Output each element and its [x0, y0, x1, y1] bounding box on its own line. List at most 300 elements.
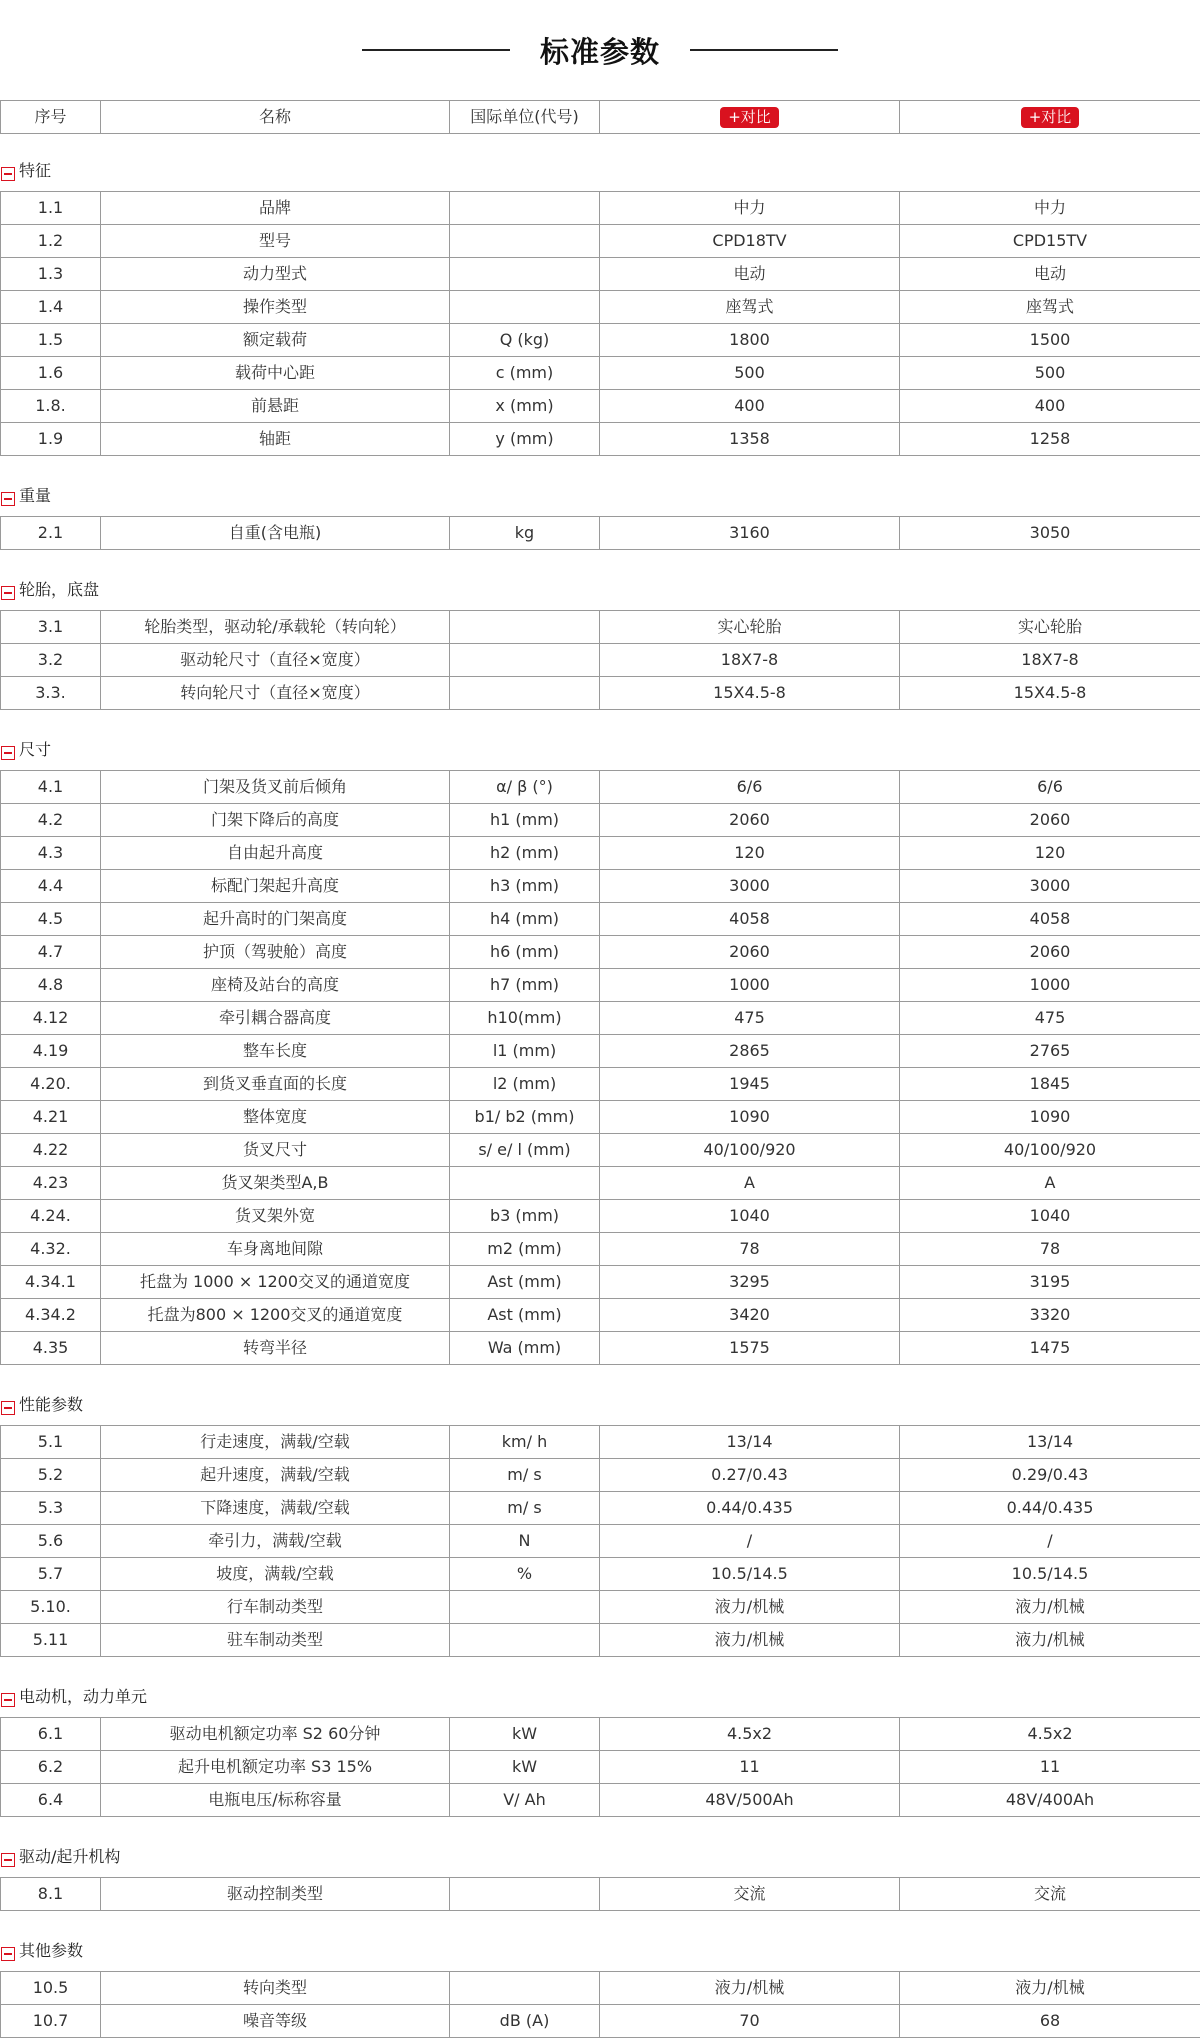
- table-row: [1, 291, 1200, 324]
- cell-name: 到货叉垂直面的长度: [101, 1068, 450, 1101]
- section-header: [0, 456, 1200, 516]
- cell-unit: dB (A): [450, 2005, 600, 2038]
- cell-model-1: 13/14: [600, 1426, 900, 1459]
- cell-unit: [450, 1167, 600, 1200]
- cell-name: 转向类型: [101, 1972, 450, 2005]
- cell-name: 自由起升高度: [101, 837, 450, 870]
- cell-model-1: 0.44/0.435: [600, 1492, 900, 1525]
- cell-no: 4.24.: [1, 1200, 101, 1233]
- table-row: [1, 677, 1200, 710]
- cell-unit: h10(mm): [450, 1002, 600, 1035]
- table-row: [1, 1718, 1200, 1751]
- collapse-minus-icon[interactable]: [1, 1693, 15, 1707]
- cell-name: 起升电机额定功率 S3 15%: [101, 1751, 450, 1784]
- cell-no: 4.21: [1, 1101, 101, 1134]
- cell-no: 4.22: [1, 1134, 101, 1167]
- cell-unit: m/ s: [450, 1459, 600, 1492]
- section-title: 重量: [19, 486, 52, 505]
- cell-model-2: 中力: [900, 192, 1200, 225]
- cell-model-1: 15X4.5-8: [600, 677, 900, 710]
- cell-unit: %: [450, 1558, 600, 1591]
- cell-model-2: CPD15TV: [900, 225, 1200, 258]
- cell-model-2: 液力/机械: [900, 1624, 1200, 1657]
- cell-name: 车身离地间隙: [101, 1233, 450, 1266]
- cell-unit: [450, 611, 600, 644]
- spec-table: [0, 1425, 1200, 1657]
- table-row: [1, 225, 1200, 258]
- cell-no: 5.2: [1, 1459, 101, 1492]
- cell-name: 驱动电机额定功率 S2 60分钟: [101, 1718, 450, 1751]
- cell-model-2: 1500: [900, 324, 1200, 357]
- cell-unit: V/ Ah: [450, 1784, 600, 1817]
- cell-model-2: /: [900, 1525, 1200, 1558]
- cell-unit: b3 (mm): [450, 1200, 600, 1233]
- cell-model-2: 2765: [900, 1035, 1200, 1068]
- cell-no: 5.11: [1, 1624, 101, 1657]
- cell-no: 4.1: [1, 771, 101, 804]
- table-row: [1, 837, 1200, 870]
- cell-model-2: 78: [900, 1233, 1200, 1266]
- header-row: [1, 101, 1200, 134]
- cell-model-1: 3295: [600, 1266, 900, 1299]
- cell-unit: m/ s: [450, 1492, 600, 1525]
- cell-no: 4.34.1: [1, 1266, 101, 1299]
- section-title: 轮胎，底盘: [19, 580, 100, 599]
- cell-name: 门架及货叉前后倾角: [101, 771, 450, 804]
- spec-table: [0, 1717, 1200, 1817]
- cell-unit: [450, 192, 600, 225]
- collapse-minus-icon[interactable]: [1, 492, 15, 506]
- cell-model-2: 3050: [900, 517, 1200, 550]
- cell-unit: kg: [450, 517, 600, 550]
- cell-model-2: 500: [900, 357, 1200, 390]
- table-row: [1, 2005, 1200, 2038]
- cell-no: 4.3: [1, 837, 101, 870]
- cell-no: 10.7: [1, 2005, 101, 2038]
- cell-unit: [450, 1591, 600, 1624]
- cell-name: 动力型式: [101, 258, 450, 291]
- cell-unit: h3 (mm): [450, 870, 600, 903]
- cell-model-2: 电动: [900, 258, 1200, 291]
- cell-name: 行车制动类型: [101, 1591, 450, 1624]
- cell-model-2: 68: [900, 2005, 1200, 2038]
- cell-name: 货叉架外宽: [101, 1200, 450, 1233]
- cell-name: 起升速度，满载/空载: [101, 1459, 450, 1492]
- table-row: [1, 1492, 1200, 1525]
- cell-model-1: 实心轮胎: [600, 611, 900, 644]
- cell-name: 轮胎类型，驱动轮/承载轮（转向轮）: [101, 611, 450, 644]
- cell-name: 自重(含电瓶): [101, 517, 450, 550]
- cell-unit: h1 (mm): [450, 804, 600, 837]
- cell-name: 电瓶电压/标称容量: [101, 1784, 450, 1817]
- page-title: 标准参数: [539, 34, 660, 69]
- cell-model-1: 3420: [600, 1299, 900, 1332]
- cell-model-1: 1040: [600, 1200, 900, 1233]
- cell-unit: h2 (mm): [450, 837, 600, 870]
- table-row: [1, 1972, 1200, 2005]
- spec-sections: [0, 134, 1200, 2038]
- cell-name: 驻车制动类型: [101, 1624, 450, 1657]
- spec-table: [0, 516, 1200, 550]
- title-left-rule: [362, 49, 510, 51]
- cell-model-2: 400: [900, 390, 1200, 423]
- cell-no: 4.4: [1, 870, 101, 903]
- cell-no: 1.4: [1, 291, 101, 324]
- cell-no: 4.2: [1, 804, 101, 837]
- section-title: 电动机，动力单元: [19, 1687, 148, 1706]
- table-row: [1, 1167, 1200, 1200]
- cell-no: 10.5: [1, 1972, 101, 2005]
- table-row: [1, 1558, 1200, 1591]
- cell-model-2: 6/6: [900, 771, 1200, 804]
- cell-model-1: 中力: [600, 192, 900, 225]
- cell-name: 轴距: [101, 423, 450, 456]
- cell-no: 4.34.2: [1, 1299, 101, 1332]
- cell-no: 4.19: [1, 1035, 101, 1068]
- title-bar: [0, 0, 1200, 100]
- cell-model-2: 10.5/14.5: [900, 1558, 1200, 1591]
- table-row: [1, 1299, 1200, 1332]
- cell-model-1: 液力/机械: [600, 1624, 900, 1657]
- table-row: [1, 1266, 1200, 1299]
- cell-model-1: 475: [600, 1002, 900, 1035]
- table-row: [1, 357, 1200, 390]
- cell-unit: N: [450, 1525, 600, 1558]
- cell-model-1: 4.5x2: [600, 1718, 900, 1751]
- cell-unit: h7 (mm): [450, 969, 600, 1002]
- cell-name: 坡度，满载/空载: [101, 1558, 450, 1591]
- cell-no: 5.3: [1, 1492, 101, 1525]
- cell-name: 整体宽度: [101, 1101, 450, 1134]
- table-row: [1, 1784, 1200, 1817]
- cell-name: 额定载荷: [101, 324, 450, 357]
- cell-unit: h6 (mm): [450, 936, 600, 969]
- table-row: [1, 804, 1200, 837]
- cell-no: 5.10.: [1, 1591, 101, 1624]
- cell-no: 1.9: [1, 423, 101, 456]
- cell-model-1: A: [600, 1167, 900, 1200]
- spec-header-table: [0, 100, 1200, 134]
- cell-model-1: 交流: [600, 1878, 900, 1911]
- collapse-minus-icon[interactable]: [1, 1947, 15, 1961]
- cell-model-2: 48V/400Ah: [900, 1784, 1200, 1817]
- cell-model-1: 6/6: [600, 771, 900, 804]
- cell-unit: c (mm): [450, 357, 600, 390]
- cell-model-2: 座驾式: [900, 291, 1200, 324]
- cell-model-1: 1358: [600, 423, 900, 456]
- table-row: [1, 1751, 1200, 1784]
- header-model-2: [900, 101, 1200, 134]
- cell-no: 3.1: [1, 611, 101, 644]
- cell-model-1: 1575: [600, 1332, 900, 1365]
- cell-model-2: 1845: [900, 1068, 1200, 1101]
- cell-no: 6.4: [1, 1784, 101, 1817]
- spec-table: [0, 1971, 1200, 2038]
- cell-no: 8.1: [1, 1878, 101, 1911]
- table-row: [1, 1878, 1200, 1911]
- cell-model-1: 2060: [600, 936, 900, 969]
- cell-name: 品牌: [101, 192, 450, 225]
- cell-name: 下降速度，满载/空载: [101, 1492, 450, 1525]
- cell-model-2: 液力/机械: [900, 1972, 1200, 2005]
- cell-name: 载荷中心距: [101, 357, 450, 390]
- cell-model-1: 液力/机械: [600, 1972, 900, 2005]
- table-row: [1, 644, 1200, 677]
- spec-table: [0, 191, 1200, 456]
- cell-name: 前悬距: [101, 390, 450, 423]
- cell-no: 4.7: [1, 936, 101, 969]
- cell-no: 5.6: [1, 1525, 101, 1558]
- cell-model-2: 13/14: [900, 1426, 1200, 1459]
- cell-name: 噪音等级: [101, 2005, 450, 2038]
- cell-model-1: 1000: [600, 969, 900, 1002]
- cell-unit: km/ h: [450, 1426, 600, 1459]
- table-row: [1, 1101, 1200, 1134]
- table-row: [1, 1624, 1200, 1657]
- cell-unit: h4 (mm): [450, 903, 600, 936]
- table-row: [1, 390, 1200, 423]
- cell-unit: kW: [450, 1718, 600, 1751]
- cell-name: 货叉架类型A,B: [101, 1167, 450, 1200]
- cell-name: 标配门架起升高度: [101, 870, 450, 903]
- collapse-minus-icon[interactable]: [1, 167, 15, 181]
- cell-model-1: 70: [600, 2005, 900, 2038]
- cell-model-1: 1800: [600, 324, 900, 357]
- cell-model-1: /: [600, 1525, 900, 1558]
- cell-model-1: 1945: [600, 1068, 900, 1101]
- cell-unit: l1 (mm): [450, 1035, 600, 1068]
- cell-model-2: 4.5x2: [900, 1718, 1200, 1751]
- section-header: [0, 134, 1200, 191]
- cell-model-1: 10.5/14.5: [600, 1558, 900, 1591]
- cell-unit: Wa (mm): [450, 1332, 600, 1365]
- spec-table: [0, 610, 1200, 710]
- cell-no: 4.32.: [1, 1233, 101, 1266]
- cell-unit: [450, 644, 600, 677]
- cell-no: 1.5: [1, 324, 101, 357]
- cell-model-2: 4058: [900, 903, 1200, 936]
- cell-model-2: 18X7-8: [900, 644, 1200, 677]
- cell-model-2: 40/100/920: [900, 1134, 1200, 1167]
- table-row: [1, 192, 1200, 225]
- table-row: [1, 1233, 1200, 1266]
- collapse-minus-icon[interactable]: [1, 586, 15, 600]
- cell-name: 驱动轮尺寸（直径×宽度）: [101, 644, 450, 677]
- cell-model-1: 座驾式: [600, 291, 900, 324]
- cell-no: 1.8.: [1, 390, 101, 423]
- cell-name: 货叉尺寸: [101, 1134, 450, 1167]
- cell-no: 4.8: [1, 969, 101, 1002]
- cell-model-2: 3000: [900, 870, 1200, 903]
- table-row: [1, 1591, 1200, 1624]
- cell-no: 1.1: [1, 192, 101, 225]
- title-right-rule: [690, 49, 838, 51]
- cell-name: 转弯半径: [101, 1332, 450, 1365]
- cell-model-1: 500: [600, 357, 900, 390]
- section-title: 特征: [19, 161, 52, 180]
- cell-name: 行走速度，满载/空载: [101, 1426, 450, 1459]
- cell-unit: [450, 677, 600, 710]
- table-row: [1, 771, 1200, 804]
- cell-unit: [450, 1624, 600, 1657]
- table-row: [1, 1068, 1200, 1101]
- cell-unit: α/ β (°): [450, 771, 600, 804]
- cell-model-2: 1040: [900, 1200, 1200, 1233]
- cell-no: 5.7: [1, 1558, 101, 1591]
- cell-model-2: 1090: [900, 1101, 1200, 1134]
- cell-name: 起升高时的门架高度: [101, 903, 450, 936]
- cell-model-2: 1000: [900, 969, 1200, 1002]
- cell-unit: [450, 1972, 600, 2005]
- cell-model-1: CPD18TV: [600, 225, 900, 258]
- section-header: [0, 1911, 1200, 1971]
- table-row: [1, 517, 1200, 550]
- cell-model-1: 48V/500Ah: [600, 1784, 900, 1817]
- cell-model-2: A: [900, 1167, 1200, 1200]
- cell-no: 4.23: [1, 1167, 101, 1200]
- compare-button-2[interactable]: +对比: [1021, 107, 1080, 128]
- collapse-minus-icon[interactable]: [1, 1401, 15, 1415]
- section-title: 驱动/起升机构: [19, 1847, 121, 1866]
- cell-model-1: 40/100/920: [600, 1134, 900, 1167]
- cell-unit: Ast (mm): [450, 1266, 600, 1299]
- cell-model-1: 400: [600, 390, 900, 423]
- cell-name: 操作类型: [101, 291, 450, 324]
- table-row: [1, 324, 1200, 357]
- cell-unit: kW: [450, 1751, 600, 1784]
- header-unit: 国际单位(代号): [450, 101, 600, 134]
- cell-no: 6.2: [1, 1751, 101, 1784]
- cell-model-1: 2865: [600, 1035, 900, 1068]
- cell-unit: l2 (mm): [450, 1068, 600, 1101]
- cell-model-2: 1475: [900, 1332, 1200, 1365]
- cell-name: 护顶（驾驶舱）高度: [101, 936, 450, 969]
- cell-unit: x (mm): [450, 390, 600, 423]
- cell-model-1: 液力/机械: [600, 1591, 900, 1624]
- cell-no: 4.5: [1, 903, 101, 936]
- cell-model-1: 78: [600, 1233, 900, 1266]
- cell-name: 托盘为 1000 × 1200交叉的通道宽度: [101, 1266, 450, 1299]
- cell-unit: m2 (mm): [450, 1233, 600, 1266]
- cell-name: 门架下降后的高度: [101, 804, 450, 837]
- cell-model-1: 2060: [600, 804, 900, 837]
- cell-unit: Ast (mm): [450, 1299, 600, 1332]
- cell-no: 6.1: [1, 1718, 101, 1751]
- section-header: [0, 550, 1200, 610]
- table-row: [1, 969, 1200, 1002]
- table-row: [1, 611, 1200, 644]
- cell-unit: [450, 258, 600, 291]
- cell-model-2: 2060: [900, 804, 1200, 837]
- table-row: [1, 1525, 1200, 1558]
- section-header: [0, 1817, 1200, 1877]
- cell-model-2: 475: [900, 1002, 1200, 1035]
- section-header: [0, 710, 1200, 770]
- section-header: [0, 1657, 1200, 1717]
- table-row: [1, 423, 1200, 456]
- cell-model-1: 3000: [600, 870, 900, 903]
- compare-button-1[interactable]: +对比: [720, 107, 779, 128]
- cell-model-2: 15X4.5-8: [900, 677, 1200, 710]
- cell-model-1: 18X7-8: [600, 644, 900, 677]
- cell-no: 5.1: [1, 1426, 101, 1459]
- section-title: 性能参数: [19, 1395, 84, 1414]
- cell-unit: [450, 225, 600, 258]
- cell-model-2: 1258: [900, 423, 1200, 456]
- cell-model-2: 实心轮胎: [900, 611, 1200, 644]
- cell-model-1: 3160: [600, 517, 900, 550]
- cell-model-1: 120: [600, 837, 900, 870]
- cell-no: 1.3: [1, 258, 101, 291]
- table-row: [1, 936, 1200, 969]
- cell-model-1: 4058: [600, 903, 900, 936]
- cell-model-2: 液力/机械: [900, 1591, 1200, 1624]
- header-name: 名称: [101, 101, 450, 134]
- cell-name: 整车长度: [101, 1035, 450, 1068]
- cell-name: 转向轮尺寸（直径×宽度）: [101, 677, 450, 710]
- cell-model-2: 2060: [900, 936, 1200, 969]
- cell-model-2: 3195: [900, 1266, 1200, 1299]
- cell-no: 3.2: [1, 644, 101, 677]
- collapse-minus-icon[interactable]: [1, 1853, 15, 1867]
- header-model-1: [600, 101, 900, 134]
- cell-no: 4.20.: [1, 1068, 101, 1101]
- table-row: [1, 1134, 1200, 1167]
- cell-unit: b1/ b2 (mm): [450, 1101, 600, 1134]
- table-row: [1, 870, 1200, 903]
- table-row: [1, 1426, 1200, 1459]
- collapse-minus-icon[interactable]: [1, 746, 15, 760]
- table-row: [1, 1002, 1200, 1035]
- cell-name: 驱动控制类型: [101, 1878, 450, 1911]
- cell-unit: Q (kg): [450, 324, 600, 357]
- cell-no: 4.12: [1, 1002, 101, 1035]
- cell-model-2: 0.44/0.435: [900, 1492, 1200, 1525]
- section-title: 尺寸: [19, 740, 52, 759]
- cell-model-2: 3320: [900, 1299, 1200, 1332]
- section-title: 其他参数: [19, 1941, 84, 1960]
- cell-no: 3.3.: [1, 677, 101, 710]
- cell-name: 牵引耦合器高度: [101, 1002, 450, 1035]
- table-row: [1, 1200, 1200, 1233]
- cell-no: 4.35: [1, 1332, 101, 1365]
- cell-model-1: 1090: [600, 1101, 900, 1134]
- cell-unit: [450, 291, 600, 324]
- cell-no: 1.6: [1, 357, 101, 390]
- cell-name: 牵引力，满载/空载: [101, 1525, 450, 1558]
- table-row: [1, 903, 1200, 936]
- table-row: [1, 258, 1200, 291]
- cell-model-2: 120: [900, 837, 1200, 870]
- cell-model-1: 11: [600, 1751, 900, 1784]
- cell-unit: y (mm): [450, 423, 600, 456]
- cell-unit: s/ e/ l (mm): [450, 1134, 600, 1167]
- spec-table: [0, 770, 1200, 1365]
- cell-name: 座椅及站台的高度: [101, 969, 450, 1002]
- cell-model-1: 0.27/0.43: [600, 1459, 900, 1492]
- cell-unit: [450, 1878, 600, 1911]
- cell-model-2: 0.29/0.43: [900, 1459, 1200, 1492]
- table-row: [1, 1459, 1200, 1492]
- cell-name: 型号: [101, 225, 450, 258]
- cell-model-1: 电动: [600, 258, 900, 291]
- header-no: 序号: [1, 101, 101, 134]
- table-row: [1, 1332, 1200, 1365]
- table-row: [1, 1035, 1200, 1068]
- spec-table: [0, 1877, 1200, 1911]
- cell-no: 1.2: [1, 225, 101, 258]
- cell-model-2: 11: [900, 1751, 1200, 1784]
